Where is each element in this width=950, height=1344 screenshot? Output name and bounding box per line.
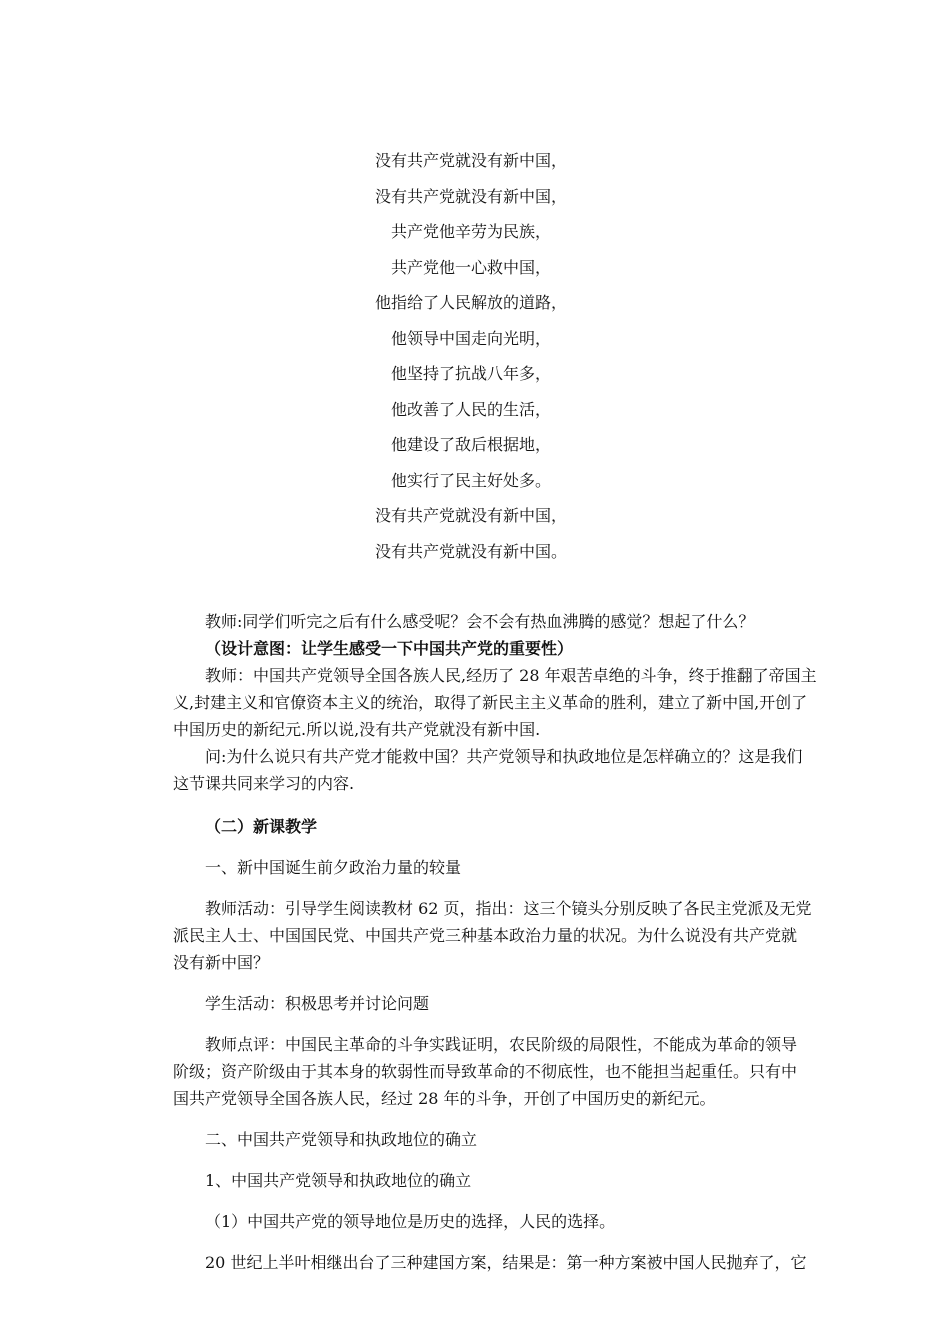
poem-line bbox=[0, 361, 950, 397]
poem-line bbox=[0, 397, 950, 433]
century-text bbox=[173, 1249, 807, 1276]
poem-line-text: 他领导中国走向光明， bbox=[391, 328, 552, 348]
student-activity-text: 学生活动：积极思考并讨论问题 bbox=[205, 994, 430, 1013]
new-lesson-heading bbox=[173, 813, 798, 840]
teacher-statement-line: 中国历史的新纪元.所以说,没有共产党就没有新中国. bbox=[173, 720, 541, 739]
subsection-one-text: 1、中国共产党领导和执政地位的确立 bbox=[205, 1171, 472, 1190]
poem-line bbox=[0, 539, 950, 575]
point-one-text: （1）中国共产党的领导地位是历史的选择，人民的选择。 bbox=[205, 1212, 616, 1231]
poem-line-text: 他改善了人民的生活， bbox=[391, 399, 552, 419]
poem bbox=[0, 148, 950, 574]
teacher-statement bbox=[173, 662, 817, 743]
teacher-comment-line: 国共产党领导全国各族人民，经过 28 年的斗争，开创了中国历史的新纪元。 bbox=[173, 1089, 716, 1108]
poem-line bbox=[0, 290, 950, 326]
poem-line-text: 他建设了敌后根据地， bbox=[391, 435, 552, 454]
teacher-question bbox=[173, 608, 798, 635]
teacher-comment-line: 教师点评：中国民主革命的斗争实践证明，农民阶级的局限性，不能成为革命的领导 bbox=[205, 1035, 798, 1054]
teacher-comment-line: 阶级；资产阶级由于其本身的软弱性而导致革命的不彻底性，也不能担当起重任。只有中 bbox=[173, 1062, 798, 1081]
poem-line bbox=[0, 219, 950, 255]
poem-line-text: 没有共产党就没有新中国， bbox=[375, 151, 568, 170]
poem-line bbox=[0, 326, 950, 362]
section-one-heading bbox=[173, 854, 798, 881]
teacher-activity-line: 教师活动：引导学生阅读教材 62 页，指出：这三个镜头分别反映了各民主党派及无党 bbox=[205, 899, 812, 918]
poem-line bbox=[0, 432, 950, 468]
question bbox=[173, 743, 803, 797]
point-one bbox=[173, 1208, 798, 1235]
century-text-line: 20 世纪上半叶相继出台了三种建国方案，结果是：第一种方案被中国人民抛弃了，它 bbox=[205, 1253, 807, 1272]
poem-line-text: 没有共产党就没有新中国。 bbox=[375, 541, 568, 561]
poem-line-text: 他坚持了抗战八年多， bbox=[391, 364, 552, 383]
new-lesson-heading-text: （二）新课教学 bbox=[205, 817, 318, 836]
poem-line bbox=[0, 468, 950, 504]
teacher-statement-line: 义,封建主义和官僚资本主义的统治，取得了新民主主义革命的胜利，建立了新中国,开创了 bbox=[173, 693, 808, 712]
section-two-heading bbox=[173, 1126, 798, 1153]
poem-line-text: 共产党他辛劳为民族， bbox=[391, 222, 552, 241]
student-activity bbox=[173, 990, 798, 1017]
poem-line-text: 没有共产党就没有新中国， bbox=[375, 506, 568, 525]
teacher-activity bbox=[173, 895, 812, 976]
design-intent-text: （设计意图：让学生感受一下中国共产党的重要性） bbox=[205, 639, 574, 658]
teacher-comment bbox=[173, 1031, 798, 1112]
poem-line-text: 他实行了民主好处多。 bbox=[391, 470, 552, 490]
poem-line bbox=[0, 503, 950, 539]
poem-line bbox=[0, 148, 950, 184]
teacher-question-text: 教师:同学们听完之后有什么感受呢？会不会有热血沸腾的感觉？想起了什么？ bbox=[205, 612, 755, 631]
poem-line-text: 没有共产党就没有新中国， bbox=[375, 186, 568, 206]
question-line: 问:为什么说只有共产党才能救中国？共产党领导和执政地位是怎样确立的？这是我们 bbox=[205, 747, 803, 766]
poem-line-text: 他指给了人民解放的道路， bbox=[375, 293, 568, 312]
design-intent bbox=[173, 635, 798, 662]
lesson-body bbox=[173, 608, 817, 1276]
teacher-activity-line: 派民主人士、中国国民党、中国共产党三种基本政治力量的状况。为什么说没有共产党就 bbox=[173, 926, 798, 945]
poem-line-text: 共产党他一心救中国， bbox=[391, 257, 552, 277]
poem-line bbox=[0, 255, 950, 291]
subsection-one bbox=[173, 1167, 798, 1194]
teacher-statement-line: 教师：中国共产党领导全国各族人民,经历了 28 年艰苦卓绝的斗争，终于推翻了帝国主 bbox=[205, 666, 817, 685]
section-two-heading-text: 二、中国共产党领导和执政地位的确立 bbox=[205, 1130, 478, 1149]
teacher-activity-line: 没有新中国？ bbox=[173, 953, 270, 972]
section-one-heading-text: 一、新中国诞生前夕政治力量的较量 bbox=[205, 858, 462, 877]
poem-line bbox=[0, 184, 950, 220]
question-line: 这节课共同来学习的内容. bbox=[173, 774, 355, 793]
